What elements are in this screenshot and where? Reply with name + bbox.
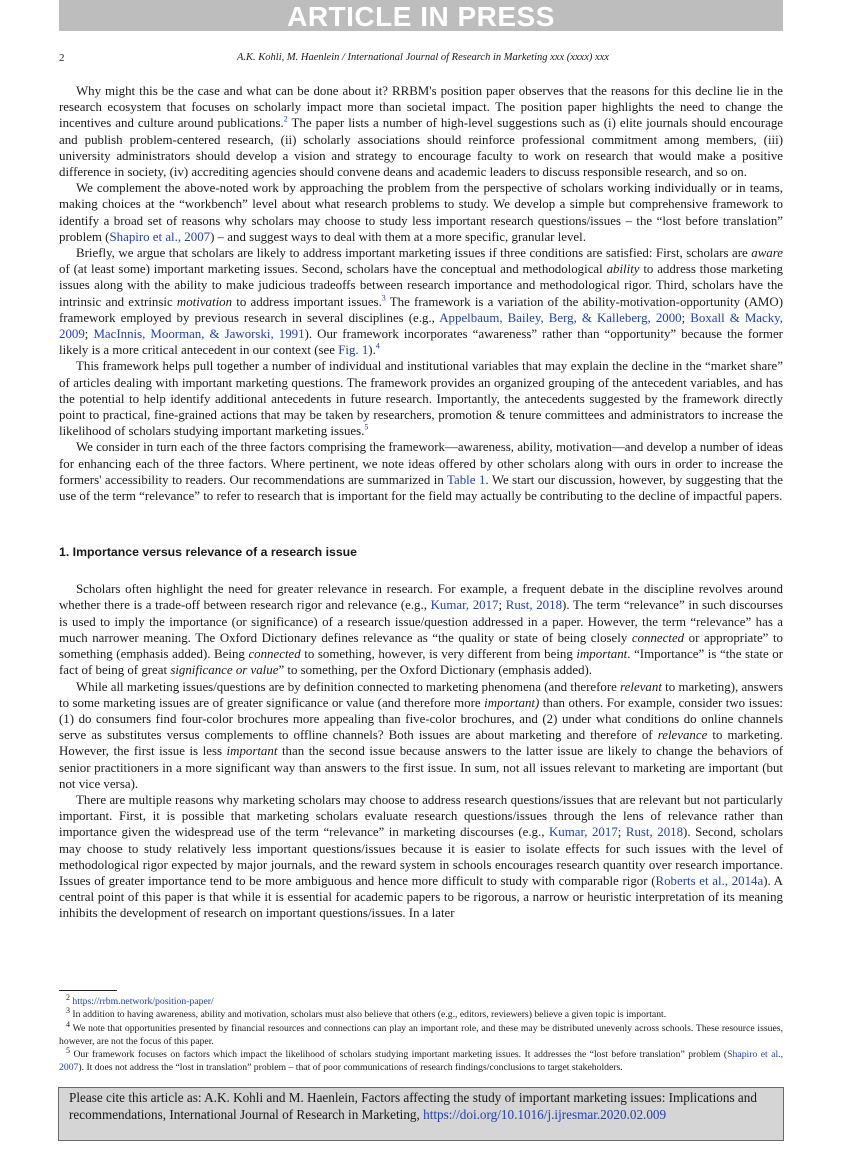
emphasis: relevant bbox=[620, 679, 662, 694]
citation-text: Please cite this article as: A.K. Kohli and M. Haenlein, Factors affecting the study of important marketing issues: Implications and recommendations, International Journal of Research in Marketing, bbox=[69, 1090, 757, 1122]
text: ) – and suggest ways to deal with them at a more specific, granular level. bbox=[210, 229, 586, 244]
emphasis: connected bbox=[631, 630, 685, 645]
text: Why might this be the case and what can be done about it? RRBM's position paper observes that the reasons for this decline lie in the research ecosystem that focuses on scholarly impact more than societal impact. The position paper highlights the need to change the incentives and culture around publications. bbox=[59, 84, 783, 131]
text: ). It does not address the “lost in translation” problem – that of poor communications of research findings/conclusions to target stakeholders. bbox=[78, 1062, 623, 1074]
footnote-ref[interactable]: 4 bbox=[375, 341, 380, 351]
text: to something, however, is very different from being bbox=[300, 647, 577, 662]
text: ; bbox=[617, 825, 626, 840]
footnote-divider bbox=[59, 990, 117, 991]
figure-link[interactable]: Fig. 1 bbox=[338, 343, 369, 358]
doi-link[interactable]: https://doi.org/10.1016/j.ijresmar.2020.02.009 bbox=[423, 1106, 667, 1122]
paragraph bbox=[59, 180, 783, 245]
emphasis: motivation bbox=[176, 294, 233, 309]
text: ). Second, scholars may choose to study relatively less important questions/issues because it is easier to isolate effects for such issues with the level of methodological rigor expected by major journals, and the reward system in schools encourages research quantity over research importance. Issues of greater importance tend to be more ambiguous and hence more difficult to study with comparable rigor ( bbox=[59, 825, 783, 888]
paragraph bbox=[59, 83, 783, 180]
emphasis: connected bbox=[248, 647, 301, 662]
paragraph bbox=[59, 358, 783, 439]
footnote-ref[interactable]: 3 bbox=[381, 293, 386, 303]
paragraph bbox=[59, 245, 783, 358]
emphasis: important bbox=[576, 647, 628, 662]
footnote bbox=[59, 1045, 784, 1075]
emphasis: significance or value bbox=[170, 663, 279, 678]
text: We consider in turn each of the three factors comprising the framework—awareness, ability, motivation—and develop a number of ideas for enhancing each of the three factors. Where pertinent, we note ideas offered by other scholars along with ours in order to increase the formers' accessibility to readers. Our recommendations are summarized in bbox=[59, 440, 783, 487]
text: ; bbox=[498, 598, 506, 613]
text: ). The term “relevance” in such discourses is used to imply the importance (or significance) of a research issue/question addressed in a paper. However, the term “relevance” has a much narrower meaning. The Oxford Dictionary defines relevance as “the quality or state of being closely bbox=[59, 598, 783, 645]
emphasis: important) bbox=[484, 695, 540, 710]
paragraph bbox=[59, 581, 783, 678]
citation-link[interactable]: MacInnis, Moorman, & Jaworski, 1991 bbox=[93, 327, 305, 342]
text: We complement the above-noted work by approaching the problem from the perspective of scholars working individually or in teams, making choices at the “workbench” level about what research problems to study. We develop a simple but comprehensive framework to identify a broad set of reasons why scholars may choose to study less important research questions/issues – the “lost before translation” problem ( bbox=[59, 181, 783, 244]
text: . We start our discussion, however, by suggesting that the use of the term “relevance” to refer to research that is important for the field may actually be contributing to the decline of impactful papers. bbox=[59, 472, 783, 504]
paragraph bbox=[59, 679, 783, 792]
text: We note that opportunities presented by financial resources and connections can play an important role, and these may be distributed unevenly across schools. These resource issues, however, are not the focus of this paper. bbox=[59, 1022, 783, 1047]
running-head: A.K. Kohli, M. Haenlein / International Journal of Research in Marketing xxx (xxxx) xxx bbox=[237, 52, 609, 63]
text: Scholars often highlight the need for greater relevance in research. For example, a frequent debate in the discipline revolves around whether there is a trade-off between research rigor and relevance (e.g., bbox=[59, 582, 783, 613]
text: ). bbox=[368, 343, 376, 358]
text: ). Our framework incorporates “awareness” rather than “opportunity” because the former likely is a more critical antecedent in our context (see bbox=[59, 327, 783, 358]
text: Briefly, we argue that scholars are likely to address important marketing issues if three conditions are satisfied: First, scholars are bbox=[76, 246, 752, 261]
emphasis: important bbox=[226, 744, 278, 759]
citation-link[interactable]: Appelbaum, Bailey, Berg, & Kalleberg, 2000 bbox=[439, 310, 682, 325]
citation-link[interactable]: Boxall & Macky, 2009 bbox=[59, 310, 784, 342]
paragraph bbox=[59, 792, 783, 922]
text: to marketing), answers to some marketing issues are of greater significance or value (and therefore more bbox=[59, 679, 783, 710]
table-link[interactable]: Table 1 bbox=[447, 472, 486, 487]
text: While all marketing issues/questions are by definition connected to marketing phenomena (and therefore bbox=[76, 679, 621, 694]
citation-link[interactable]: Shapiro et al., 2007 bbox=[109, 229, 211, 244]
citation-box bbox=[58, 1087, 784, 1141]
text: ). A central point of this paper is that while it is essential for academic papers to be rigorous, a narrow or heuristic interpretation of its meaning inhibits the development of research on important questions/issues. In a later bbox=[59, 873, 783, 921]
citation-link[interactable]: Roberts et al., 2014a bbox=[655, 873, 764, 888]
footnote bbox=[59, 992, 783, 1008]
page-number: 2 bbox=[59, 52, 65, 64]
text: than others. For example, consider two issues: (1) do consumers find four-color brochures more appealing than five-color brochures, and (2) under what conditions do online channels serve as substitutes versus complements to offline channels? Both issues are about marketing and therefore of bbox=[59, 695, 784, 743]
text: In addition to having awareness, ability and motivation, scholars must also believe that others (e.g., editors, reviewers) believe a given topic is important. bbox=[72, 1009, 667, 1021]
footnote-number: 4 bbox=[66, 1019, 70, 1029]
paragraph bbox=[59, 439, 783, 504]
text: ; bbox=[84, 327, 94, 342]
footnotes bbox=[59, 992, 784, 1075]
emphasis: ability bbox=[606, 262, 640, 277]
citation-link[interactable]: Kumar, 2017 bbox=[430, 598, 499, 613]
citation-link[interactable]: Rust, 2018 bbox=[625, 825, 684, 840]
text: to marketing. However, the first issue is less bbox=[59, 728, 783, 759]
text: than the second issue because answers to the latter issue are likely to change the behaviors of senior practitioners in a more significant way than answers to the first issue. In sum, not all issues relevant to marketing are important (but not vice versa). bbox=[59, 744, 783, 791]
footnote-number: 5 bbox=[66, 1045, 70, 1055]
text: ; bbox=[681, 310, 691, 325]
footnote bbox=[59, 1019, 783, 1049]
text: . “Importance” is “the state or fact of being of great bbox=[59, 647, 784, 678]
section-heading: 1. Importance versus relevance of a research issue bbox=[59, 545, 358, 560]
text: or appropriate” to something (emphasis added). Being bbox=[59, 630, 783, 662]
citation-link[interactable]: Kumar, 2017 bbox=[548, 825, 618, 840]
text: to address those marketing issues along with the ability to make judicious tradeoffs between research importance and methodological rigor. Third, scholars have the intrinsic and extrinsic bbox=[59, 262, 783, 309]
text: Our framework focuses on factors which impact the likelihood of scholars studying important marketing issues. It addresses the “lost before translation” problem ( bbox=[73, 1049, 728, 1061]
text: ” to something, per the Oxford Dictionary (emphasis added). bbox=[278, 663, 593, 678]
footnote-ref[interactable]: 5 bbox=[364, 422, 369, 432]
footnote-url-link[interactable]: https://rrbm.network/position-paper/ bbox=[72, 996, 214, 1007]
footnote-ref[interactable]: 2 bbox=[283, 115, 288, 125]
footnote-number: 3 bbox=[66, 1006, 70, 1016]
citation-link[interactable]: Shapiro et al., 2007 bbox=[59, 1049, 784, 1074]
text: This framework helps pull together a number of individual and institutional variables that may explain the decline in the “market share” of articles dealing with important marketing questions. The framework provides an organized grouping of the antecedent variables, and has the potential to help identify additional antecedents in future research. Importantly, the antecedents suggested by the framework directly point to practical, fine-grained actions that may be taken by researchers, promotion & tenure committees and administrators to increase the likelihood of scholars studying important marketing issues. bbox=[59, 359, 783, 439]
footnote bbox=[59, 1008, 783, 1021]
text: of (at least some) important marketing issues. Second, scholars have the conceptual and methodological bbox=[59, 262, 607, 277]
text: The paper lists a number of high-level suggestions such as (i) elite journals should encourage and publish problem-centered research, (ii) scholarly associations should reinforce professional commitment among members, (iii) university administrators should develop a vision and strategy to encourage faculty to work on research that would make a positive difference in society, (iv) accrediting agencies should convene deans and academic leaders to discuss responsible research, and so on. bbox=[59, 116, 783, 180]
footnote-number: 2 bbox=[66, 992, 70, 1002]
text: There are multiple reasons why marketing scholars may choose to address research questions/issues that are relevant but not particularly important. First, it is possible that marketing scholars evaluate research questions/issues through the lens of relevance rather than importance given the widespread use of the term “relevance” in marketing discourses (e.g., bbox=[59, 792, 783, 840]
emphasis: relevance bbox=[657, 728, 708, 743]
emphasis: aware bbox=[751, 246, 783, 261]
text: The framework is a variation of the ability-motivation-opportunity (AMO) framework employed by previous research in several disciplines (e.g., bbox=[59, 294, 783, 325]
text: to address important issues. bbox=[232, 294, 382, 309]
article-body bbox=[59, 83, 783, 922]
article-in-press-banner: ARTICLE IN PRESS bbox=[59, 0, 783, 31]
citation-link[interactable]: Rust, 2018 bbox=[505, 598, 563, 613]
